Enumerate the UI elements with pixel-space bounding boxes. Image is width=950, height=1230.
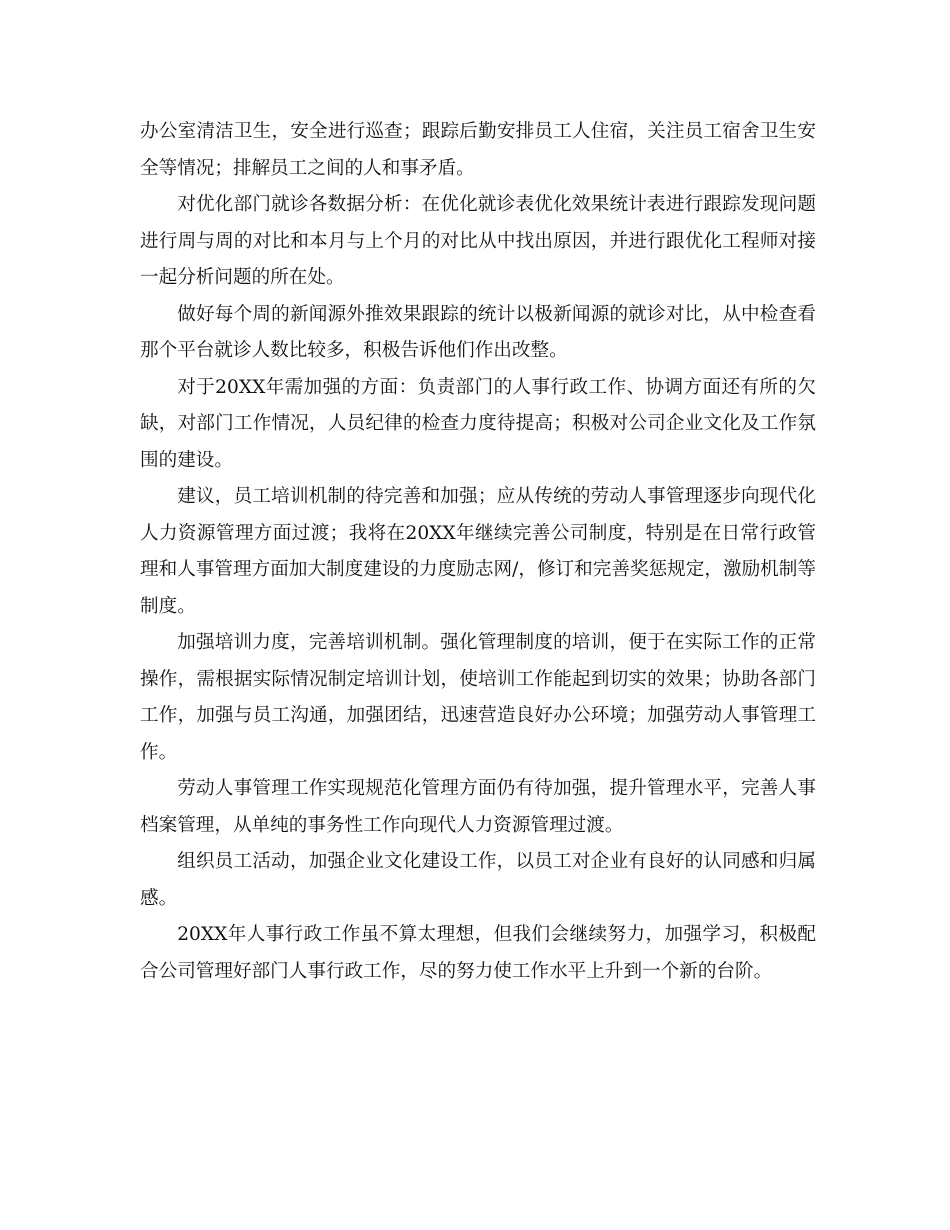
paragraph: 建议，员工培训机制的待完善和加强；应从传统的劳动人事管理逐步向现代化人力资源管理方面过渡；我将在20XX年继续完善公司制度，特别是在日常行政管理和人事管理方面加大制度建设的力度励志网/，修订和完善奖惩规定，激励机制等制度。 (140, 486, 816, 617)
paragraph: 做好每个周的新闻源外推效果跟踪的统计以极新闻源的就诊对比，从中检查看那个平台就诊人数比较多，积极告诉他们作出改整。 (140, 303, 816, 361)
paragraph: 组织员工活动，加强企业文化建设工作，以员工对企业有良好的认同感和归属感。 (140, 851, 816, 909)
paragraph: 20XX年人事行政工作虽不算太理想，但我们会继续努力，加强学习，积极配合公司管理好部门人事行政工作，尽的努力使工作水平上升到一个新的台阶。 (140, 924, 816, 982)
paragraph: 对于20XX年需加强的方面：负责部门的人事行政工作、协调方面还有所的欠缺，对部门工作情况，人员纪律的检查力度待提高；积极对公司企业文化及工作氛围的建设。 (140, 376, 816, 471)
paragraph: 对优化部门就诊各数据分析：在优化就诊表优化效果统计表进行跟踪发现问题进行周与周的对比和本月与上个月的对比从中找出原因，并进行跟优化工程师对接一起分析问题的所在处。 (140, 194, 816, 288)
paragraph: 加强培训力度，完善培训机制。强化管理制度的培训，便于在实际工作的正常操作，需根据实际情况制定培训计划，使培训工作能起到切实的效果；协助各部门工作，加强与员工沟通，加强团结，迅速营造良好办公环境；加强劳动人事管理工作。 (140, 632, 816, 763)
paragraph-continued: 办公室清洁卫生，安全进行巡查；跟踪后勤安排员工人住宿，关注员工宿舍卫生安全等情况；排解员工之间的人和事矛盾。 (140, 121, 816, 179)
document-body (140, 114, 816, 990)
paragraph: 劳动人事管理工作实现规范化管理方面仍有待加强，提升管理水平，完善人事档案管理，从单纯的事务性工作向现代人力资源管理过渡。 (140, 778, 816, 836)
